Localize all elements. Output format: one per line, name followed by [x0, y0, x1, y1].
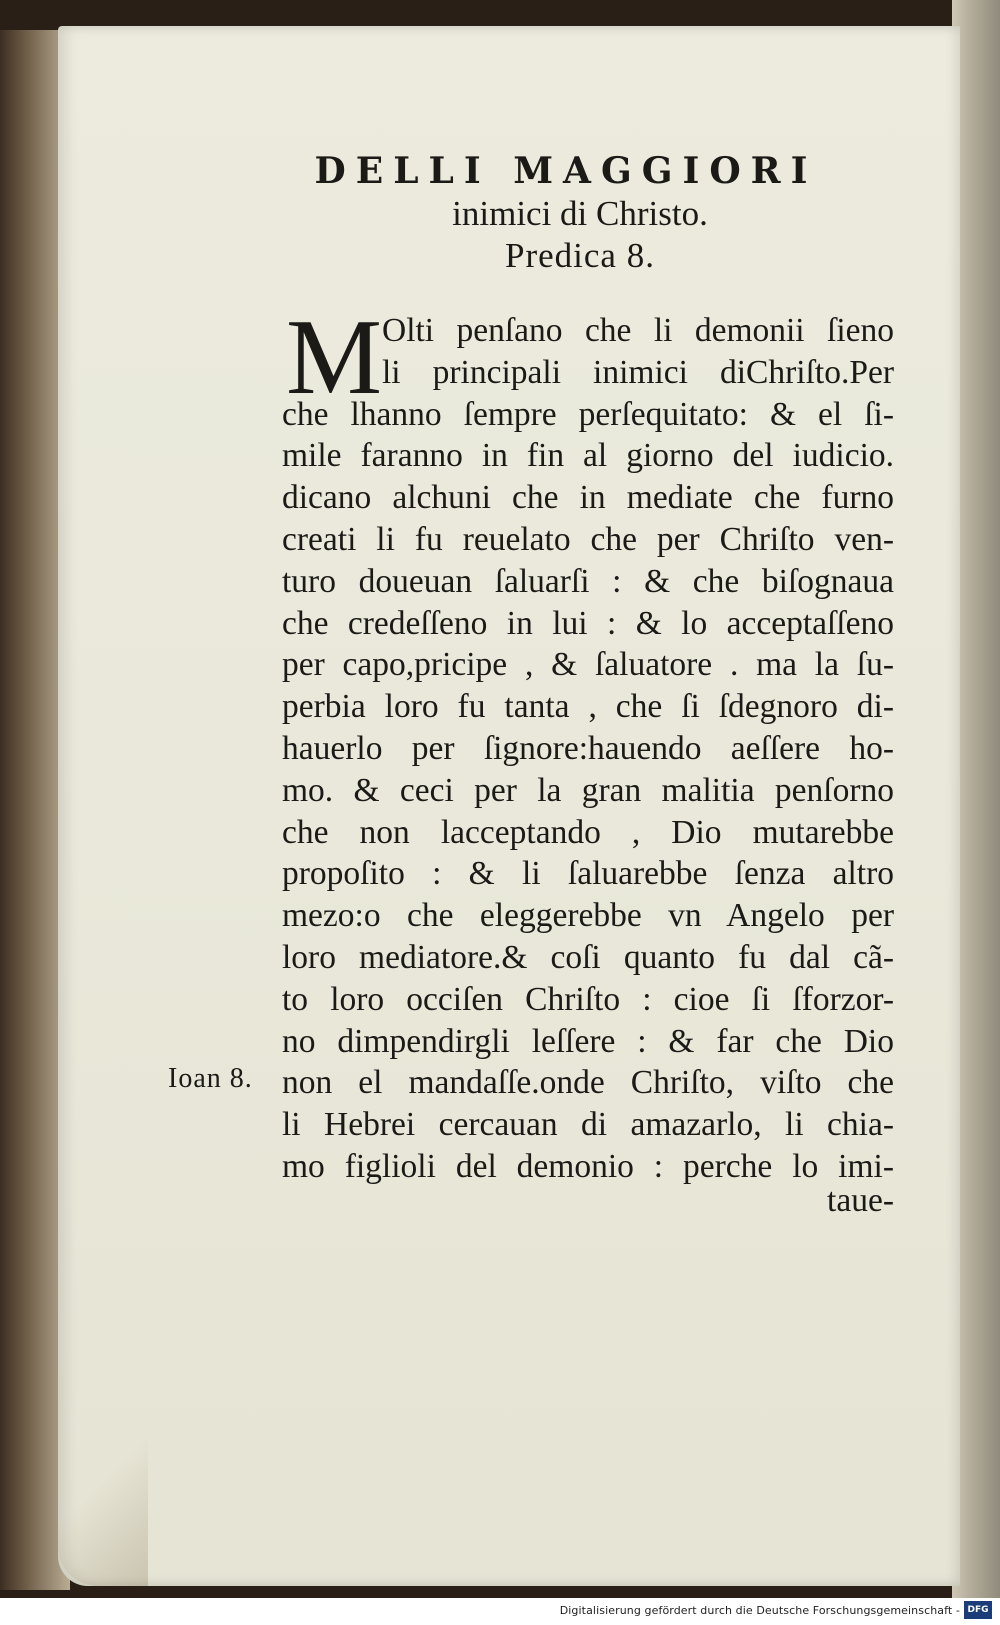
dfg-logo: DFG [964, 1601, 992, 1619]
text-line: mile faranno in fin al giorno del iudicio. [282, 437, 894, 475]
text-line: dicano alchuni che in mediate che furno [282, 479, 894, 517]
digitization-credit: Digitalisierung gefördert durch die Deutsche Forschungsgemeinschaft - [559, 1604, 960, 1617]
text-line: Olti penſano che li demonii ſieno [382, 312, 894, 349]
text-line: to loro occiſen Chriſto : cioe ſi ſforzor- [282, 980, 894, 1018]
sermon-text [282, 298, 894, 1188]
text-line: li principali inimici diChriſto.Per [382, 353, 894, 391]
text-line: che non lacceptando , Dio mutarebbe [282, 813, 894, 851]
text-line: per capo,pricipe , & ſaluatore . ma la ſu- [282, 646, 894, 684]
page-corner-shadow [58, 1420, 148, 1586]
heading-subtitle: inimici di Christo. [452, 194, 708, 233]
text-line: perbia loro fu tanta , che ſi ſdegnoro di- [282, 688, 894, 726]
heading-title: DELLI MAGGIORI [314, 150, 818, 192]
drop-cap: M [286, 298, 383, 417]
text-line: che lhanno ſempre perſequitato: & el ſi- [282, 395, 894, 433]
text-line: li Hebrei cercauan di amazarlo, li chia- [282, 1106, 894, 1144]
text-line: turo doueuan ſaluarſi : & che biſognaua [282, 562, 894, 600]
text-line: mezo:o che eleggerebbe vn Angelo per [282, 897, 894, 935]
catchword: taue- [827, 1182, 894, 1219]
text-line: mo. & ceci per la gran malitia penſorno [282, 771, 894, 809]
text-line: creati li fu reuelato che per Chriſto ven- [282, 520, 894, 558]
text-line: che credeſſeno in lui : & lo acceptaſſeno [282, 604, 894, 642]
sermon-heading [280, 150, 880, 276]
text-line: no dimpendirgli leſſere : & far che Dio [282, 1022, 894, 1060]
margin-reference: Ioan 8. [168, 1063, 253, 1094]
text-line: loro mediatore.& coſi quanto fu dal cã- [282, 938, 894, 976]
text-line: hauerlo per ſignore:hauendo aeſſere ho- [282, 729, 894, 767]
text-line: non el mandaſſe.onde Chriſto, viſto che [282, 1064, 894, 1102]
text-line: propoſito : & li ſaluarebbe ſenza altro [282, 855, 894, 893]
text-line: mo figlioli del demonio : perche lo imi- [282, 1147, 894, 1185]
heading-sermon-number: Predica 8. [505, 236, 655, 275]
